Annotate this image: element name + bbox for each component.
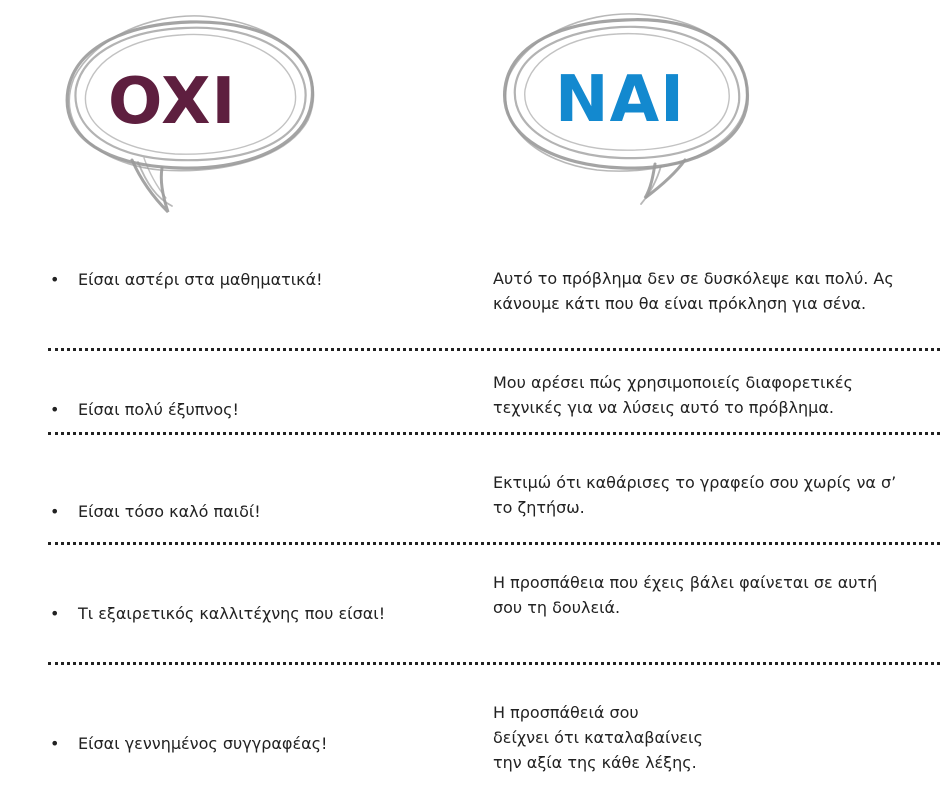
yes-example bbox=[493, 266, 913, 316]
yes-example-line: την αξία της κάθε λέξης. bbox=[493, 753, 697, 772]
yes-example-line: Η προσπάθειά σου bbox=[493, 703, 639, 722]
yes-example-line: Μου αρέσει πώς χρησιμοποιείς διαφορετικές bbox=[493, 373, 853, 392]
dotted-divider bbox=[48, 542, 940, 545]
no-example-text: Είσαι γεννημένος συγγραφέας! bbox=[78, 734, 328, 753]
dotted-divider bbox=[48, 432, 940, 435]
yes-example-line: κάνουμε κάτι που θα είναι πρόκληση για σένα. bbox=[493, 294, 867, 313]
yes-example bbox=[493, 700, 913, 775]
no-example bbox=[50, 500, 261, 524]
yes-example-line: Εκτιμώ ότι καθάρισες το γραφείο σου χωρίς να σ’ bbox=[493, 473, 897, 492]
yes-example bbox=[493, 470, 913, 520]
yes-label: NAI bbox=[555, 63, 685, 137]
speech-bubble-yes bbox=[485, 0, 785, 220]
bullet-icon: • bbox=[50, 734, 60, 753]
speech-bubble-no bbox=[40, 0, 340, 220]
no-label: OXI bbox=[108, 65, 237, 139]
no-example-text: Είσαι πολύ έξυπνος! bbox=[78, 400, 239, 419]
bullet-icon: • bbox=[50, 400, 60, 419]
bullet-icon: • bbox=[50, 502, 60, 521]
yes-example-line: σου τη δουλειά. bbox=[493, 598, 621, 617]
yes-example-line: Η προσπάθεια που έχεις βάλει φαίνεται σε αυτή bbox=[493, 573, 878, 592]
no-example bbox=[50, 602, 385, 626]
yes-example-line: δείχνει ότι καταλαβαίνεις bbox=[493, 728, 703, 747]
no-example-text: Τι εξαιρετικός καλλιτέχνης που είσαι! bbox=[78, 604, 386, 623]
yes-example bbox=[493, 370, 913, 420]
dotted-divider bbox=[48, 348, 940, 351]
no-example bbox=[50, 732, 327, 756]
yes-example-line: τεχνικές για να λύσεις αυτό το πρόβλημα. bbox=[493, 398, 834, 417]
dotted-divider bbox=[48, 662, 940, 665]
bullet-icon: • bbox=[50, 270, 60, 289]
no-example-text: Είσαι τόσο καλό παιδί! bbox=[78, 502, 261, 521]
no-example-text: Είσαι αστέρι στα μαθηματικά! bbox=[78, 270, 323, 289]
no-example bbox=[50, 268, 323, 292]
no-example bbox=[50, 398, 239, 422]
yes-example-line: το ζητήσω. bbox=[493, 498, 585, 517]
yes-example bbox=[493, 570, 913, 620]
bullet-icon: • bbox=[50, 604, 60, 623]
yes-example-line: Αυτό το πρόβλημα δεν σε δυσκόλεψε και πολύ. Ας bbox=[493, 269, 894, 288]
